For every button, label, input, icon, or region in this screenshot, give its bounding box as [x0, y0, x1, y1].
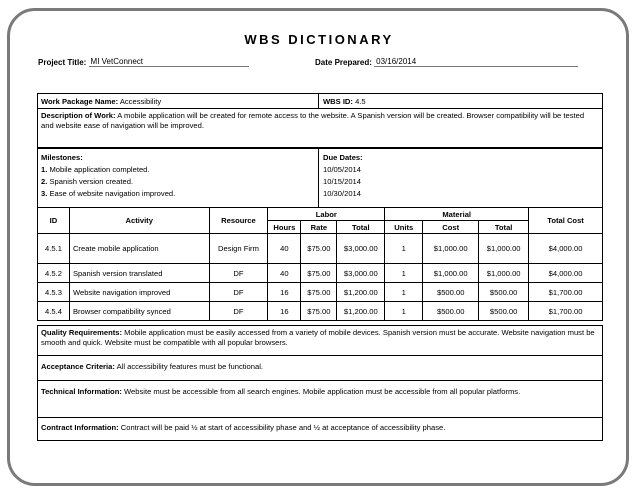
technical-text: Website must be accessible from all search engines. Mobile application must be accessible from all popular platforms. [124, 387, 521, 396]
project-title-value: MI VetConnect [89, 57, 249, 67]
header-cost: Cost [423, 221, 479, 234]
row-resource: Design Firm [209, 234, 268, 264]
quality-text: Mobile application must be easily accessed from a variety of mobile devices. Spanish version must be accurate. Website navigation must be smooth and quick. Website must be compatible with all popular browsers. [41, 328, 595, 347]
technical-row [37, 380, 603, 418]
row-rate: $75.00 [301, 234, 337, 264]
row-activity: Browser compatibility synced [69, 302, 209, 321]
table-row [38, 302, 603, 321]
quality-row [37, 325, 603, 356]
project-title-label: Project Title: [38, 58, 87, 67]
contract-row [37, 417, 603, 441]
table-row [38, 264, 603, 283]
row-units: 1 [385, 283, 423, 302]
milestone-text: Spanish version created. [49, 177, 134, 186]
header-id: ID [38, 208, 70, 234]
row-total-cost: $1,700.00 [529, 283, 603, 302]
row-labor-total: $3,000.00 [337, 264, 385, 283]
row-cost: $500.00 [423, 302, 479, 321]
description-row [37, 108, 603, 148]
contract-label: Contract Information: [41, 423, 119, 432]
row-total-cost: $1,700.00 [529, 302, 603, 321]
row-id: 4.5.4 [38, 302, 70, 321]
wbs-id-value: 4.5 [355, 97, 366, 106]
row-activity: Spanish version translated [69, 264, 209, 283]
row-total-cost: $4,000.00 [529, 234, 603, 264]
row-rate: $75.00 [301, 283, 337, 302]
acceptance-text: All accessibility features must be functional. [116, 362, 264, 371]
date-prepared-field [315, 57, 578, 67]
row-labor-total: $1,200.00 [337, 283, 385, 302]
table-row [38, 283, 603, 302]
milestone-text: Mobile application completed. [49, 165, 150, 174]
row-id: 4.5.3 [38, 283, 70, 302]
row-hours: 16 [268, 302, 301, 321]
row-units: 1 [385, 264, 423, 283]
work-package-label: Work Package Name: [41, 97, 119, 106]
milestone-num: 1. [41, 165, 48, 174]
milestones-row [37, 148, 603, 208]
due-date: 10/15/2014 [323, 177, 362, 186]
row-activity: Create mobile application [69, 234, 209, 264]
wbs-id-label: WBS ID: [323, 97, 353, 106]
acceptance-label: Acceptance Criteria: [41, 362, 115, 371]
row-hours: 16 [268, 283, 301, 302]
acceptance-row [37, 355, 603, 381]
work-package-value: Accessibility [119, 97, 162, 106]
due-date: 10/30/2014 [323, 189, 362, 198]
row-hours: 40 [268, 234, 301, 264]
contract-text: Contract will be paid ½ at start of accessibility phase and ½ at acceptance of accessibility phase. [120, 423, 446, 432]
row-cost: $500.00 [423, 283, 479, 302]
milestone-num: 3. [41, 189, 48, 198]
row-material-total: $1,000.00 [479, 234, 529, 264]
row-labor-total: $1,200.00 [337, 302, 385, 321]
quality-label: Quality Requirements: [41, 328, 123, 337]
row-labor-total: $3,000.00 [337, 234, 385, 264]
row-units: 1 [385, 234, 423, 264]
header-activity: Activity [69, 208, 209, 234]
header-total-cost: Total Cost [529, 208, 603, 234]
milestones-label: Milestones: [41, 153, 83, 162]
header-hours: Hours [268, 221, 301, 234]
row-id: 4.5.2 [38, 264, 70, 283]
row-activity: Website navigation improved [69, 283, 209, 302]
row-resource: DF [209, 302, 268, 321]
cost-table [37, 207, 603, 321]
header-material: Material [385, 208, 529, 221]
row-cost: $1,000.00 [423, 234, 479, 264]
date-prepared-label: Date Prepared: [315, 58, 372, 67]
description-label: Description of Work: [41, 111, 116, 120]
technical-label: Technical Information: [41, 387, 122, 396]
due-date: 10/05/2014 [323, 165, 362, 174]
row-total-cost: $4,000.00 [529, 264, 603, 283]
row-cost: $1,000.00 [423, 264, 479, 283]
work-package-row [37, 93, 603, 109]
due-dates-label: Due Dates: [323, 153, 363, 162]
date-prepared-value: 03/16/2014 [374, 57, 578, 67]
table-row [38, 234, 603, 264]
row-id: 4.5.1 [38, 234, 70, 264]
row-material-total: $1,000.00 [479, 264, 529, 283]
row-material-total: $500.00 [479, 302, 529, 321]
description-text: A mobile application will be created for remote access to the website. A Spanish version will be created. Browser compatibility will be tested and website ease of navigation will be improved. [41, 111, 585, 130]
header-rate: Rate [301, 221, 337, 234]
row-rate: $75.00 [301, 264, 337, 283]
milestone-num: 2. [41, 177, 48, 186]
row-resource: DF [209, 283, 268, 302]
project-title-field [38, 57, 249, 67]
row-units: 1 [385, 302, 423, 321]
row-material-total: $500.00 [479, 283, 529, 302]
header-resource: Resource [209, 208, 268, 234]
row-hours: 40 [268, 264, 301, 283]
header-labor-total: Total [337, 221, 385, 234]
header-labor: Labor [268, 208, 385, 221]
row-rate: $75.00 [301, 302, 337, 321]
milestone-text: Ease of website navigation improved. [49, 189, 176, 198]
header-material-total: Total [479, 221, 529, 234]
page-title: WBS DICTIONARY [244, 32, 394, 47]
header-units: Units [385, 221, 423, 234]
row-resource: DF [209, 264, 268, 283]
